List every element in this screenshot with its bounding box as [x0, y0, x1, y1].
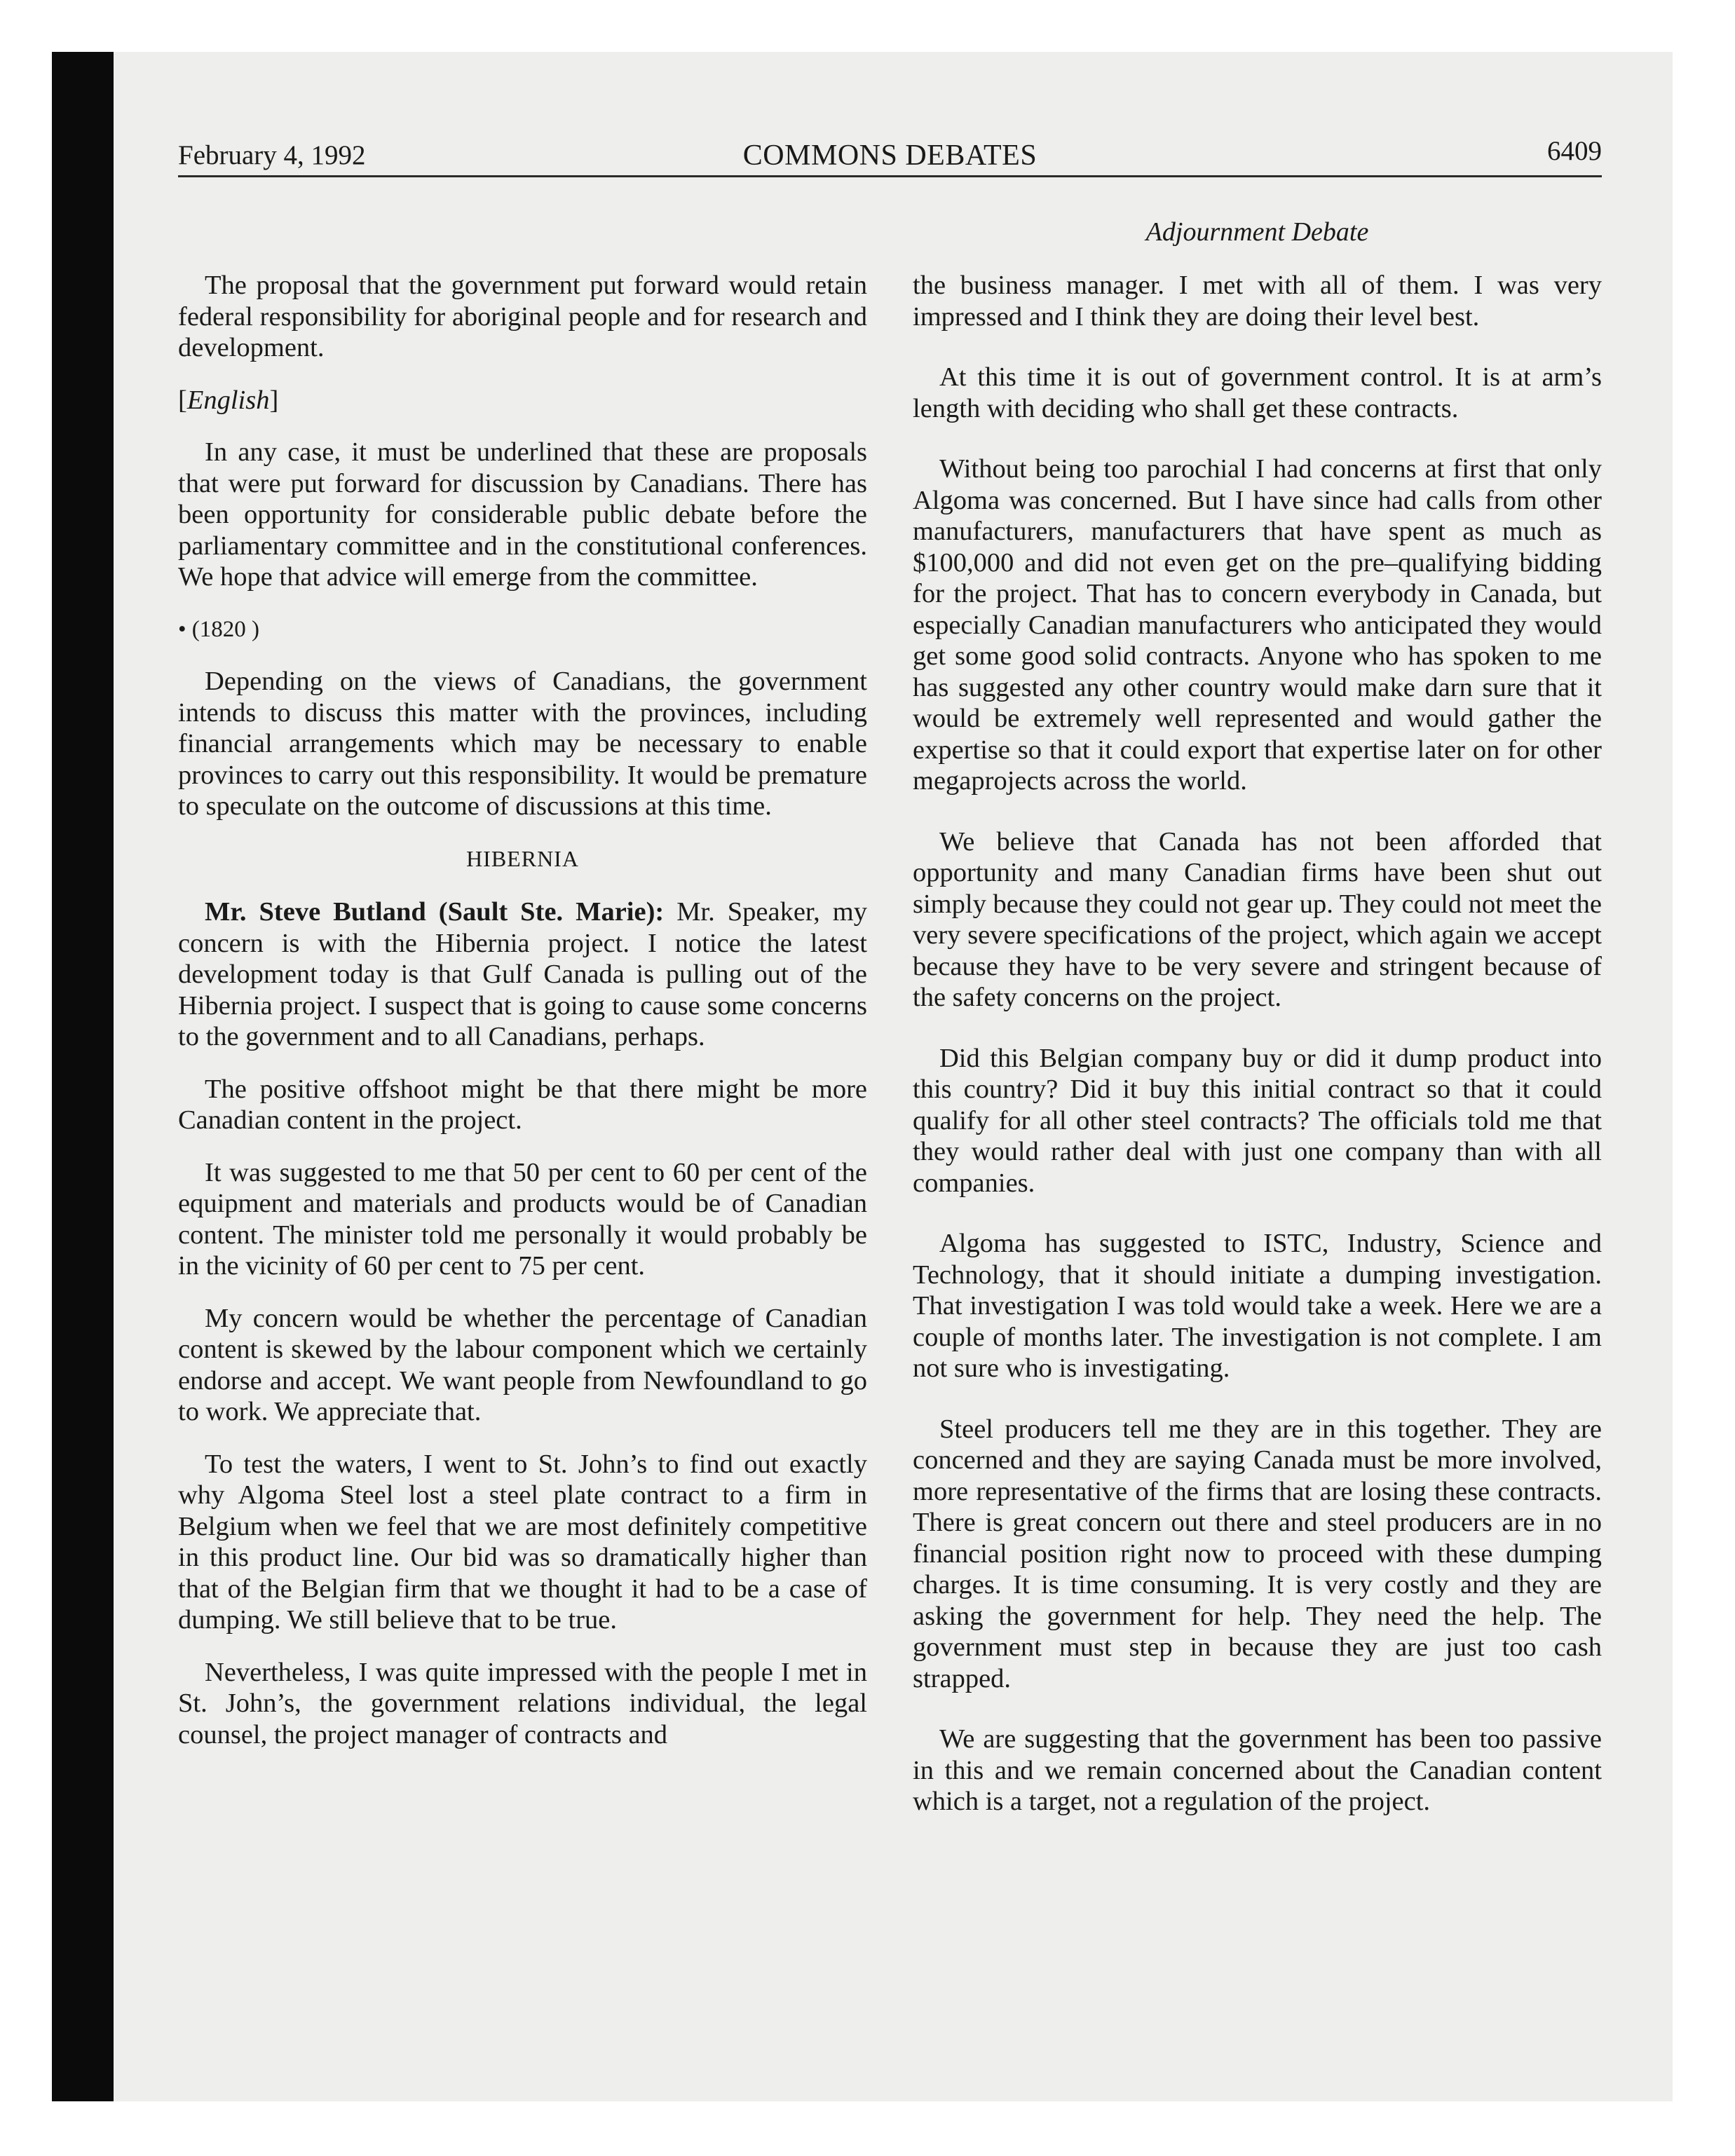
paragraph: Algoma has suggested to ISTC, Industry, Science and Technology, that it should initiate a dumping investigation. That investigation I was told would take a week. Here we are a couple of months later. The investigation is not complete. I am not sure who is investigating. [913, 1229, 1602, 1383]
paragraph: The positive offshoot might be that there might be more Canadian content in the project. [178, 1074, 867, 1135]
left-column [178, 270, 867, 1771]
page-number: 6409 [1547, 136, 1602, 166]
running-header [178, 137, 1602, 174]
speech-paragraph [178, 896, 867, 1053]
paragraph: The proposal that the government put forward would retain federal responsibility for aboriginal people and for research and development. [178, 271, 867, 362]
header-rule [178, 175, 1602, 177]
paragraph: Did this Belgian company buy or did it dump product into this country? Did it buy this initial contract so that it could qualify for all other steel contracts? The officials told me that they would rather deal with just one company than with all companies. [913, 1043, 1602, 1198]
paragraph: At this time it is out of government control. It is at arm’s length with deciding who shall get these contracts. [913, 362, 1602, 423]
paragraph: To test the waters, I went to St. John’s to find out exactly why Algoma Steel lost a steel plate contract to a firm in Belgium when we feel that we are most definitely competitive in this product line. Our bid was so dramatically higher than that of the Belgian firm that we thought it had to be a case of dumping. We still believe that to be true. [178, 1449, 867, 1635]
paragraph: Nevertheless, I was quite impressed with the people I met in St. John’s, the government relations individual, the legal counsel, the project manager of contracts and [178, 1657, 867, 1749]
paragraph: Steel producers tell me they are in this together. They are concerned and they are saying Canada must be more involved, more representative of the firms that are losing these contracts. There is great concern out there and steel producers are in no financial position right now to proceed with these dumping charges. It is time consuming. It is very costly and they are asking the government for help. They need the help. The government must step in because they are just too cash strapped. [913, 1414, 1602, 1693]
paragraph: Without being too parochial I had concerns at first that only Algoma was concerned. But I have since had calls from other manufacturers, manufacturers that have spent as much as $100,000 and did not even get on the pre–qualifying bidding for the project. That has to concern everybody in Canada, but especially Canadian manufacturers who anticipated they would get some good solid contracts. Anyone who has spoken to me has suggested any other country would make darn sure that it would be extremely well represented and would gather the expertise so that it could export that expertise later on for other megaprojects across the world. [913, 454, 1602, 796]
header-date: February 4, 1992 [178, 140, 366, 170]
paragraph: It was suggested to me that 50 per cent to 60 per cent of the equipment and materials and products would be of Canadian content. The minister told me personally it would probably be in the vicinity of 60 per cent to 75 per cent. [178, 1157, 867, 1281]
paragraph: My concern would be whether the percentage of Canadian content is skewed by the labour component which we certainly endorse and accept. We want people from Newfoundland to go to work. We appreciate that. [178, 1303, 867, 1426]
section-label: Adjournment Debate [1145, 217, 1369, 247]
paragraph: In any case, it must be underlined that these are proposals that were put forward for discussion by Canadians. There has been opportunity for considerable public debate before the parliamentary committee and in the constitutional conferences. We hope that advice will emerge from the committee. [178, 437, 867, 592]
paragraph-continued: the business manager. I met with all of them. I was very impressed and I think they are doing their level best. [913, 271, 1602, 332]
speaker-name: Mr. Steve Butland (Sault Ste. Marie): [205, 897, 665, 927]
time-marker: • (1820 ) [178, 616, 260, 642]
right-column [913, 270, 1602, 1847]
language-tag: [English] [178, 385, 279, 415]
paragraph: We are suggesting that the government has been too passive in this and we remain concerned about the Canadian content which is a target, not a regulation of the project. [913, 1724, 1602, 1816]
language-tag-text: English [186, 385, 270, 415]
speech-text: Mr. Speaker, my concern is with the Hibernia project. I notice the latest development today is that Gulf Canada is pulling out of the Hibernia project. I suspect that is going to cause some concerns to the government and to all Canadians, perhaps. [178, 897, 867, 1051]
section-heading: HIBERNIA [466, 845, 579, 871]
paragraph: We believe that Canada has not been afforded that opportunity and many Canadian firms have been shut out simply because they could not gear up. They could not meet the very severe specifications of the project, which again we accept because they have to be very severe and stringent because of the safety concerns on the project. [913, 826, 1602, 1012]
header-title: COMMONS DEBATES [742, 139, 1037, 172]
paragraph: Depending on the views of Canadians, the government intends to discuss this matter with the provinces, including financial arrangements which may be necessary to enable provinces to carry out this responsibility. It would be premature to speculate on the outcome of discussions at this time. [178, 667, 867, 821]
